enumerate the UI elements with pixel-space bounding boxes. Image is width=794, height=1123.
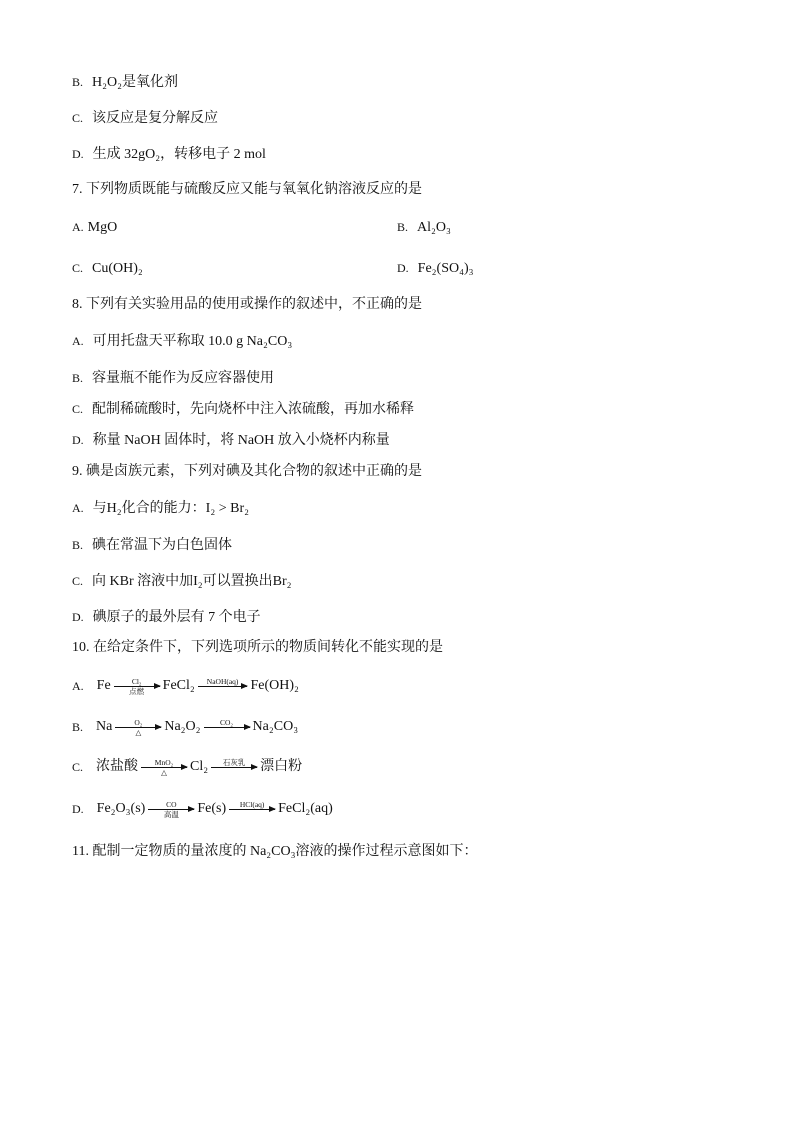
reactant: Na bbox=[96, 719, 113, 734]
arrow-condition-above: CO₂ bbox=[220, 717, 234, 727]
option-text: Fe₂(SO₄)₃ bbox=[417, 261, 474, 276]
question-11-stem: 11. 配制一定物质的量浓度的 Na₂CO₃溶液的操作过程示意图如下： bbox=[72, 844, 478, 859]
option-label: C. bbox=[72, 111, 84, 125]
option-label: A. bbox=[72, 220, 84, 234]
reaction-arrow bbox=[229, 800, 275, 819]
option-label: A. bbox=[72, 501, 84, 515]
arrow-condition-above: CO bbox=[166, 799, 177, 809]
option-label: D. bbox=[72, 610, 84, 624]
reaction-arrow bbox=[114, 677, 160, 696]
intermediate-product: Fe(s) bbox=[197, 801, 227, 816]
option-text: 配制稀硫酸时，先向烧杯中注入浓硫酸，再加水稀释 bbox=[92, 402, 415, 417]
option-text: 称量 NaOH 固体时，将 NaOH 放入小烧杯内称量 bbox=[92, 433, 390, 448]
option-label: D. bbox=[72, 147, 84, 161]
question-8-option-a bbox=[72, 331, 292, 351]
question-9-option-d bbox=[72, 607, 261, 627]
reactant: Fe bbox=[96, 678, 111, 693]
arrow-shaft bbox=[204, 727, 250, 728]
question-8-option-b bbox=[72, 368, 274, 388]
option-text: H₂O₂是氧化剂 bbox=[92, 75, 178, 90]
option-text: 向 KBr 溶液中加I₂可以置换出Br₂ bbox=[92, 574, 292, 589]
question-10-stem: 10. 在给定条件下，下列选项所示的物质间转化不能实现的是 bbox=[72, 640, 443, 655]
option-label: A. bbox=[72, 679, 84, 693]
option-text: MgO bbox=[87, 220, 118, 235]
option-label: D. bbox=[397, 261, 409, 275]
arrow-shaft bbox=[198, 686, 248, 687]
option-label: C. bbox=[72, 402, 84, 416]
reaction-arrow bbox=[148, 800, 194, 819]
final-product: Na₂CO₃ bbox=[252, 719, 299, 734]
question-8-option-c bbox=[72, 399, 414, 419]
option-label: D. bbox=[72, 802, 84, 816]
arrow-shaft bbox=[114, 686, 160, 687]
question-7-stem: 7. 下列物质既能与硫酸反应又能与氧氧化钠溶液反应的是 bbox=[72, 182, 422, 197]
option-text: Al₂O₃ bbox=[417, 220, 451, 235]
option-label: B. bbox=[72, 538, 84, 552]
option-text: 可用托盘天平称取 10.0 g Na₂CO₃ bbox=[92, 334, 293, 349]
arrow-condition-above: HCl(aq) bbox=[239, 799, 265, 809]
question-9-stem: 9. 碘是卤族元素，下列对碘及其化合物的叙述中正确的是 bbox=[72, 464, 422, 479]
option-label: C. bbox=[72, 261, 84, 275]
intermediate-product: Na₂O₂ bbox=[164, 719, 201, 734]
arrow-condition-below: 点燃 bbox=[129, 686, 145, 696]
option-text: Cu(OH)₂ bbox=[92, 261, 143, 276]
reaction-arrow bbox=[204, 718, 250, 737]
question-8-stem: 8. 下列有关实验用品的使用或操作的叙述中，不正确的是 bbox=[72, 297, 422, 312]
reaction-arrow bbox=[211, 758, 257, 777]
question-9-option-a bbox=[72, 498, 249, 518]
arrow-shaft bbox=[211, 767, 257, 768]
option-text: 容量瓶不能作为反应容器使用 bbox=[92, 371, 275, 386]
question-7-option-d bbox=[397, 258, 474, 278]
option-label: C. bbox=[72, 574, 84, 588]
reaction-arrow bbox=[141, 758, 187, 777]
intermediate-product: FeCl₂ bbox=[162, 678, 195, 693]
question-7-option-c bbox=[72, 258, 143, 278]
arrow-condition-above: O₂ bbox=[134, 717, 143, 727]
question-8-option-d bbox=[72, 430, 390, 450]
option-text: 碘在常温下为白色固体 bbox=[92, 538, 233, 553]
question-10-option-d bbox=[72, 794, 334, 824]
arrow-condition-above: Cl₂ bbox=[131, 676, 142, 686]
arrow-condition-above: NaOH(aq) bbox=[206, 676, 239, 686]
reaction-arrow bbox=[198, 677, 248, 696]
option-label: D. bbox=[72, 433, 84, 447]
option-text: 生成 32gO₂，转移电子 2 mol bbox=[92, 147, 266, 162]
question-6-option-d bbox=[72, 144, 266, 164]
question-6-option-b bbox=[72, 72, 178, 92]
arrow-condition-below: △ bbox=[161, 767, 167, 777]
option-text: 碘原子的最外层有 7 个电子 bbox=[92, 610, 261, 625]
question-6-option-c bbox=[72, 108, 218, 128]
reactant: Fe₂O₃(s) bbox=[96, 801, 146, 816]
reactant: 浓盐酸 bbox=[96, 759, 139, 774]
arrow-shaft bbox=[229, 809, 275, 810]
question-10-option-b bbox=[72, 712, 299, 742]
final-product: Fe(OH)₂ bbox=[250, 678, 299, 693]
option-label: B. bbox=[72, 720, 84, 734]
final-product: 漂白粉 bbox=[260, 759, 303, 774]
arrow-condition-below: △ bbox=[135, 727, 142, 737]
option-label: C. bbox=[72, 760, 84, 774]
option-text: 与H₂化合的能力：I₂ > Br₂ bbox=[92, 501, 249, 516]
option-text: 该反应是复分解反应 bbox=[92, 111, 219, 126]
reaction-arrow bbox=[115, 718, 161, 737]
option-label: B. bbox=[397, 220, 409, 234]
arrow-condition-above: 石灰乳 bbox=[222, 757, 246, 767]
final-product: FeCl₂(aq) bbox=[278, 801, 333, 816]
option-label: B. bbox=[72, 371, 84, 385]
question-9-option-c bbox=[72, 571, 292, 591]
option-label: A. bbox=[72, 334, 84, 348]
intermediate-product: Cl₂ bbox=[190, 759, 209, 774]
option-label: B. bbox=[72, 75, 84, 89]
arrow-shaft bbox=[141, 767, 187, 768]
arrow-shaft bbox=[115, 727, 161, 728]
question-7-option-b bbox=[397, 217, 451, 237]
question-10-option-a bbox=[72, 671, 300, 701]
arrow-condition-spacer bbox=[198, 687, 248, 696]
arrow-shaft bbox=[148, 809, 194, 810]
question-7-option-a bbox=[72, 217, 117, 237]
question-9-option-b bbox=[72, 535, 232, 555]
arrow-condition-below: 高温 bbox=[163, 809, 179, 819]
arrow-condition-above: MnO₂ bbox=[154, 757, 174, 767]
question-10-option-c bbox=[72, 752, 303, 782]
